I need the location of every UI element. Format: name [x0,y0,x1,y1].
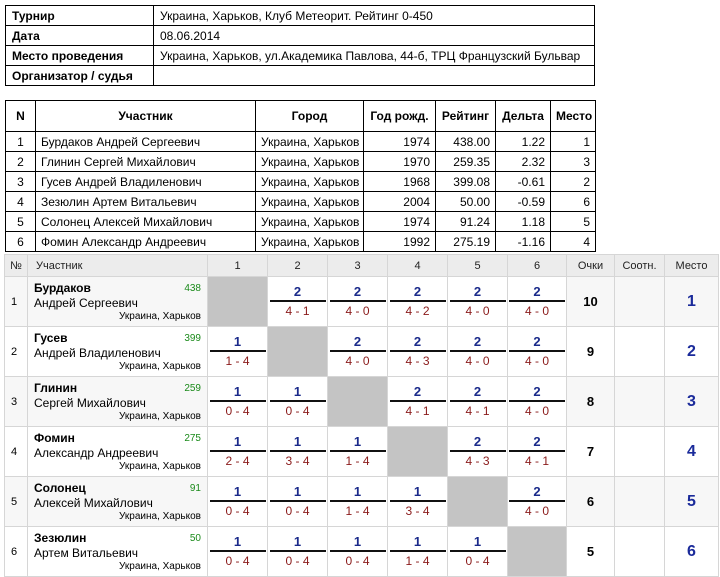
participant-city: Украина, Харьков [256,212,364,232]
info-row-date [6,26,595,46]
result-points: 2 [390,334,446,352]
result-box [330,484,386,519]
result-points: 1 [210,484,266,502]
result-points: 1 [390,484,446,502]
participants-header-row [6,101,596,132]
header-place: Место [665,255,719,277]
header-points: Очки [567,255,615,277]
participant-delta: -0.61 [496,172,551,192]
participant-birth-year: 1974 [364,212,436,232]
result-cell [208,427,268,477]
header-year: Год рожд. [364,101,436,132]
result-box [450,434,506,469]
crosstable-row [5,477,719,527]
participant-delta: -0.59 [496,192,551,212]
result-points: 2 [450,284,506,302]
player-last-name: Гусев [34,331,68,345]
crosstable-row [5,377,719,427]
header-city: Город [256,101,364,132]
result-cell [268,277,328,327]
player-cell [28,527,208,577]
result-score: 0 - 4 [285,404,310,418]
result-cell [388,477,448,527]
result-cell [328,477,388,527]
header-col-1: 1 [208,255,268,277]
result-cell [268,427,328,477]
header-rating: Рейтинг [436,101,496,132]
result-cell [508,377,567,427]
result-points: 1 [330,434,386,452]
info-value: Украина, Харьков, ул.Академика Павлова, 44-б, ТРЦ Французский Бульвар [154,46,595,66]
final-place: 5 [665,477,719,527]
player-cell [28,327,208,377]
result-score: 0 - 4 [225,404,250,418]
participant-rating: 259.35 [436,152,496,172]
result-score: 4 - 2 [405,304,430,318]
participant-name: Бурдаков Андрей Сергеевич [36,132,256,152]
result-score: 3 - 4 [405,504,430,518]
result-cell [328,277,388,327]
result-points: 1 [270,534,326,552]
result-box [390,334,446,369]
result-points: 2 [450,334,506,352]
crosstable-header-row [5,255,719,277]
result-cell [508,427,567,477]
participant-birth-year: 1974 [364,132,436,152]
participant-row [6,172,596,192]
participant-name: Гусев Андрей Владиленович [36,172,256,192]
result-points: 2 [330,334,386,352]
participant-delta: 1.18 [496,212,551,232]
player-first-name: Алексей Михайлович [34,496,153,510]
row-number: 6 [6,232,36,252]
result-cell [448,327,508,377]
result-score: 4 - 1 [405,404,430,418]
result-box [450,284,506,319]
result-points: 1 [210,334,266,352]
total-points: 7 [567,427,615,477]
result-box [509,284,565,319]
result-box [450,334,506,369]
result-cell [388,277,448,327]
participant-place: 6 [551,192,596,212]
final-place: 1 [665,277,719,327]
row-number: 6 [5,527,28,577]
participant-place: 4 [551,232,596,252]
result-box [509,334,565,369]
participant-row [6,132,596,152]
diagonal-cell [268,327,328,377]
result-cell [268,377,328,427]
header-ratio: Соотн. [615,255,665,277]
result-box [270,284,326,319]
player-last-name: Бурдаков [34,281,91,295]
info-value: 08.06.2014 [154,26,595,46]
participant-row [6,212,596,232]
header-col-4: 4 [388,255,448,277]
info-row-organizer [6,66,595,86]
result-box [330,534,386,569]
player-rating: 275 [184,433,201,444]
participant-name: Глинин Сергей Михайлович [36,152,256,172]
result-points: 1 [210,434,266,452]
player-city: Украина, Харьков [119,511,201,522]
result-box [450,534,506,569]
diagonal-cell [208,277,268,327]
result-points: 2 [450,434,506,452]
total-points: 10 [567,277,615,327]
player-city: Украина, Харьков [119,311,201,322]
result-box [270,384,326,419]
player-cell [28,377,208,427]
result-box [210,384,266,419]
player-rating: 91 [189,483,201,494]
result-score: 0 - 4 [285,554,310,568]
result-cell [268,527,328,577]
result-cell [448,377,508,427]
player-rating: 438 [184,283,201,294]
result-cell [208,527,268,577]
ratio-cell [615,327,665,377]
player-last-name: Зезюлин [34,531,87,545]
diagonal-cell [388,427,448,477]
diagonal-cell [508,527,567,577]
result-score: 0 - 4 [225,504,250,518]
result-box [210,434,266,469]
result-box [390,484,446,519]
result-points: 2 [509,384,565,402]
final-place: 4 [665,427,719,477]
result-cell [388,327,448,377]
player-rating: 259 [184,383,201,394]
result-cell [508,277,567,327]
result-points: 2 [450,384,506,402]
header-player: Участник [28,255,208,277]
player-first-name: Сергей Михайлович [34,396,146,410]
info-label: Турнир [6,6,154,26]
total-points: 5 [567,527,615,577]
result-score: 1 - 4 [225,354,250,368]
result-cell [388,527,448,577]
result-score: 4 - 0 [524,354,549,368]
result-score: 4 - 1 [524,454,549,468]
final-place: 2 [665,327,719,377]
participant-delta: 1.22 [496,132,551,152]
result-points: 2 [509,334,565,352]
result-points: 1 [330,534,386,552]
row-number: 5 [5,477,28,527]
result-score: 4 - 3 [405,354,430,368]
result-score: 4 - 0 [465,354,490,368]
participant-birth-year: 1992 [364,232,436,252]
ratio-cell [615,477,665,527]
header-delta: Дельта [496,101,551,132]
participant-place: 5 [551,212,596,232]
crosstable-row [5,427,719,477]
result-score: 4 - 1 [465,404,490,418]
participant-name: Солонец Алексей Михайлович [36,212,256,232]
result-box [330,334,386,369]
final-place: 3 [665,377,719,427]
participant-delta: -1.16 [496,232,551,252]
result-box [390,534,446,569]
participant-row [6,192,596,212]
result-points: 1 [210,384,266,402]
result-box [330,434,386,469]
result-score: 0 - 4 [225,554,250,568]
result-score: 1 - 4 [345,454,370,468]
result-points: 2 [509,434,565,452]
header-n: N [6,101,36,132]
player-city: Украина, Харьков [119,461,201,472]
result-cell [448,277,508,327]
player-first-name: Андрей Сергеевич [34,296,138,310]
participant-place: 2 [551,172,596,192]
result-cell [328,327,388,377]
result-score: 0 - 4 [285,504,310,518]
result-score: 4 - 0 [524,404,549,418]
player-cell [28,477,208,527]
player-city: Украина, Харьков [119,561,201,572]
result-cell [328,527,388,577]
crosstable-row [5,327,719,377]
participant-rating: 91.24 [436,212,496,232]
result-score: 4 - 0 [524,504,549,518]
header-col-3: 3 [328,255,388,277]
result-points: 2 [509,484,565,502]
row-number: 1 [5,277,28,327]
result-box [390,284,446,319]
participant-rating: 438.00 [436,132,496,152]
total-points: 8 [567,377,615,427]
header-name: Участник [36,101,256,132]
row-number: 5 [6,212,36,232]
result-score: 3 - 4 [285,454,310,468]
participant-rating: 50.00 [436,192,496,212]
crosstable-row [5,527,719,577]
player-first-name: Артем Витальевич [34,546,139,560]
result-points: 1 [390,534,446,552]
result-cell [208,377,268,427]
diagonal-cell [448,477,508,527]
result-cell [208,477,268,527]
result-cell [208,327,268,377]
participant-birth-year: 1968 [364,172,436,192]
participant-city: Украина, Харьков [256,192,364,212]
player-last-name: Фомин [34,431,75,445]
player-last-name: Глинин [34,381,78,395]
result-box [509,434,565,469]
ratio-cell [615,277,665,327]
player-first-name: Андрей Владиленович [34,346,161,360]
result-cell [448,427,508,477]
result-cell [388,377,448,427]
player-cell [28,277,208,327]
participant-rating: 275.19 [436,232,496,252]
result-box [210,484,266,519]
player-cell [28,427,208,477]
participant-place: 1 [551,132,596,152]
ratio-cell [615,527,665,577]
result-score: 1 - 4 [405,554,430,568]
info-row-venue [6,46,595,66]
participant-city: Украина, Харьков [256,232,364,252]
info-label: Дата [6,26,154,46]
result-points: 2 [270,284,326,302]
result-cell [328,427,388,477]
crosstable [4,254,719,577]
result-score: 0 - 4 [465,554,490,568]
result-score: 2 - 4 [225,454,250,468]
result-cell [508,327,567,377]
ratio-cell [615,377,665,427]
player-first-name: Александр Андреевич [34,446,159,460]
participant-city: Украина, Харьков [256,132,364,152]
participants-table [5,100,596,252]
result-points: 1 [270,434,326,452]
result-cell [448,527,508,577]
header-col-2: 2 [268,255,328,277]
info-label: Место проведения [6,46,154,66]
player-rating: 399 [184,333,201,344]
result-points: 1 [270,384,326,402]
result-box [450,384,506,419]
result-box [210,334,266,369]
player-rating: 50 [189,533,201,544]
info-value [154,66,595,86]
participant-row [6,152,596,172]
result-box [330,284,386,319]
participant-name: Зезюлин Артем Витальевич [36,192,256,212]
row-number: 2 [5,327,28,377]
result-score: 4 - 1 [285,304,310,318]
result-box [270,484,326,519]
header-num: № [5,255,28,277]
row-number: 2 [6,152,36,172]
participant-birth-year: 1970 [364,152,436,172]
result-points: 1 [330,484,386,502]
result-score: 1 - 4 [345,504,370,518]
result-points: 2 [509,284,565,302]
participant-city: Украина, Харьков [256,172,364,192]
row-number: 3 [6,172,36,192]
participant-city: Украина, Харьков [256,152,364,172]
result-score: 4 - 3 [465,454,490,468]
participant-row [6,232,596,252]
result-cell [508,477,567,527]
participant-delta: 2.32 [496,152,551,172]
result-score: 4 - 0 [345,304,370,318]
result-score: 4 - 0 [465,304,490,318]
participant-rating: 399.08 [436,172,496,192]
diagonal-cell [328,377,388,427]
result-points: 1 [210,534,266,552]
crosstable-row [5,277,719,327]
row-number: 1 [6,132,36,152]
result-points: 1 [270,484,326,502]
info-value: Украина, Харьков, Клуб Метеорит. Рейтинг 0-450 [154,6,595,26]
result-box [270,534,326,569]
result-points: 2 [330,284,386,302]
header-place: Место [551,101,596,132]
header-col-5: 5 [448,255,508,277]
result-box [270,434,326,469]
final-place: 6 [665,527,719,577]
row-number: 3 [5,377,28,427]
total-points: 9 [567,327,615,377]
player-city: Украина, Харьков [119,411,201,422]
participant-name: Фомин Александр Андреевич [36,232,256,252]
result-box [509,484,565,519]
result-cell [268,477,328,527]
row-number: 4 [5,427,28,477]
tournament-info-table [5,5,595,86]
result-box [210,534,266,569]
participant-place: 3 [551,152,596,172]
info-row-tournament [6,6,595,26]
result-box [390,384,446,419]
result-score: 0 - 4 [345,554,370,568]
row-number: 4 [6,192,36,212]
participant-birth-year: 2004 [364,192,436,212]
result-points: 1 [450,534,506,552]
info-label: Организатор / судья [6,66,154,86]
player-last-name: Солонец [34,481,86,495]
result-score: 4 - 0 [524,304,549,318]
result-points: 2 [390,384,446,402]
player-city: Украина, Харьков [119,361,201,372]
result-box [509,384,565,419]
result-points: 2 [390,284,446,302]
header-col-6: 6 [508,255,567,277]
ratio-cell [615,427,665,477]
total-points: 6 [567,477,615,527]
result-score: 4 - 0 [345,354,370,368]
